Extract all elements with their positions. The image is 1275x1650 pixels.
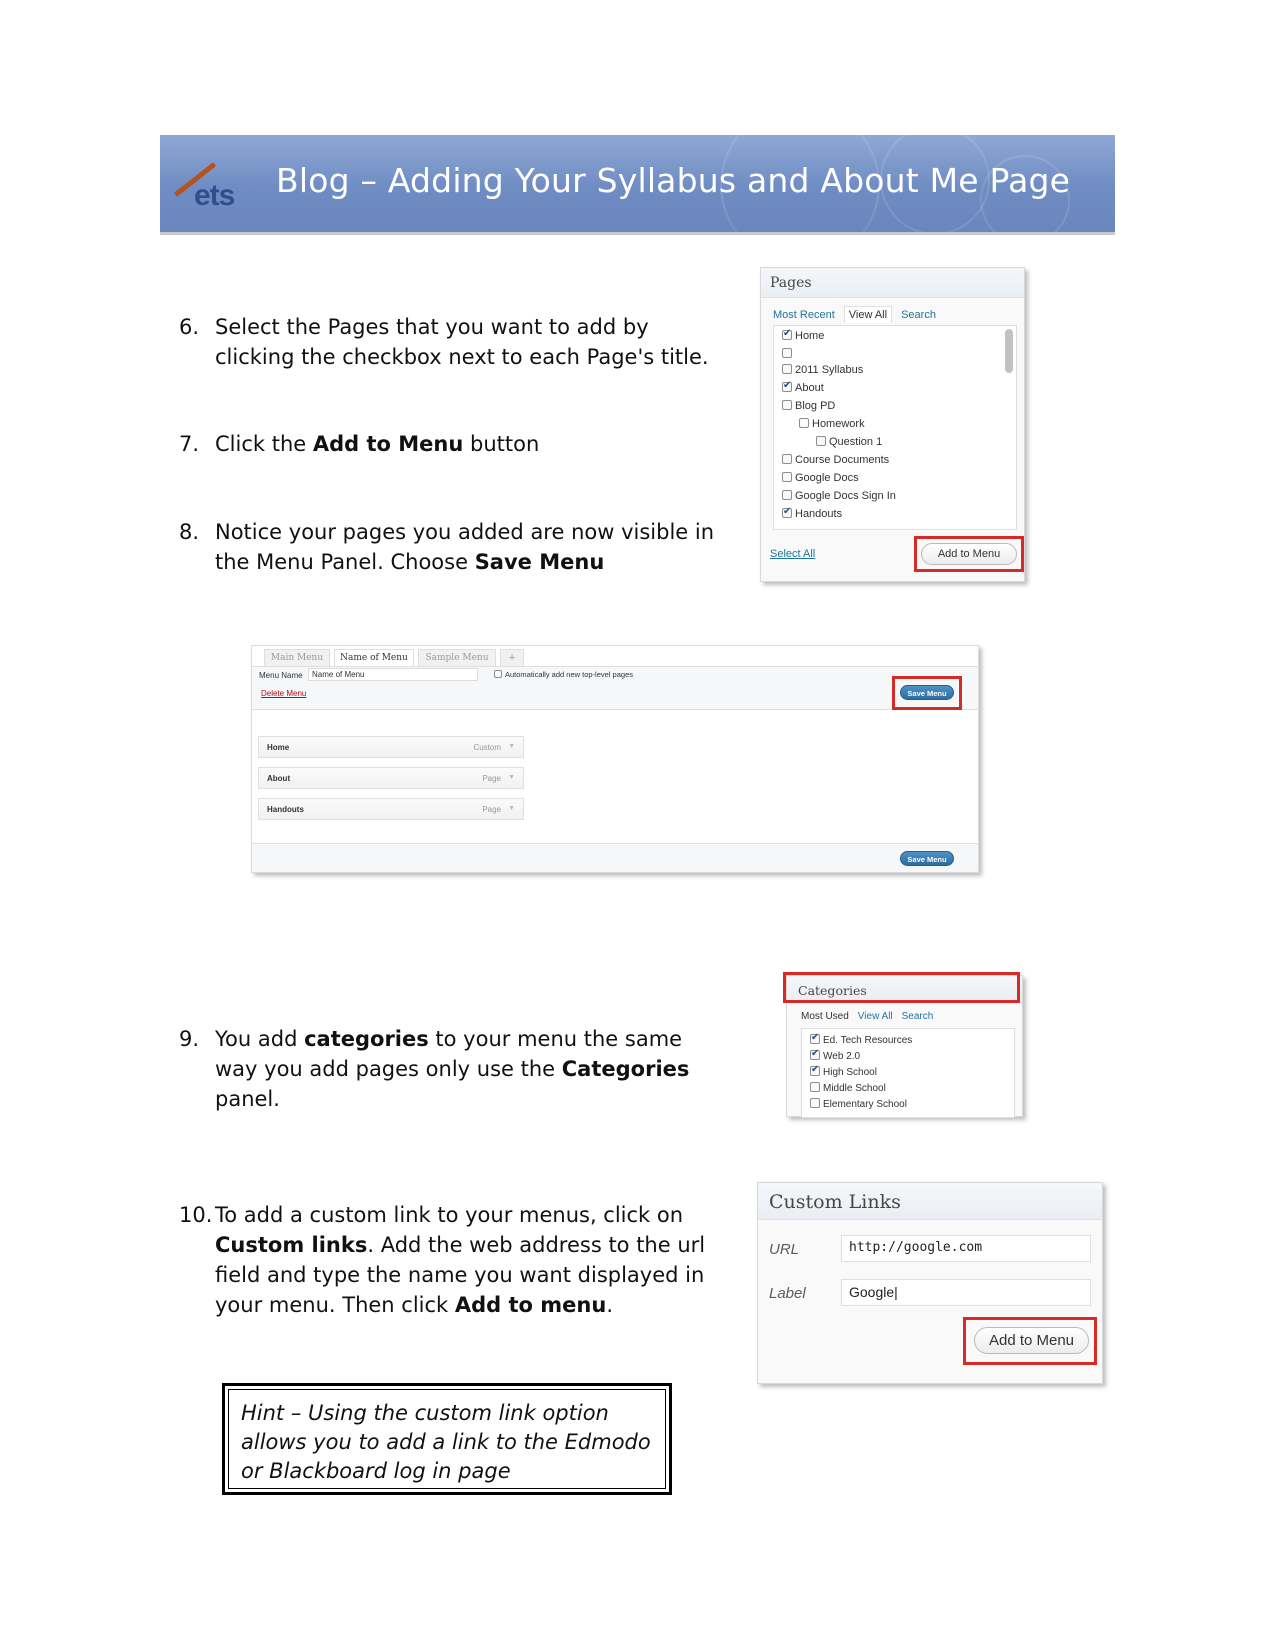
list-item[interactable] (782, 400, 835, 416)
step-text-part: to your menu the same way you add pages only use the (215, 1027, 683, 1081)
tab-most-recent[interactable]: Most Recent (773, 309, 835, 321)
step-text (215, 1024, 715, 1114)
menu-item-name: About (267, 774, 291, 783)
checkbox[interactable] (810, 1082, 820, 1092)
list-item[interactable] (816, 436, 882, 452)
checkbox[interactable] (782, 508, 792, 518)
list-item[interactable] (810, 1066, 877, 1082)
select-all-link[interactable]: Select All (770, 548, 816, 560)
step-text-part: Click the (215, 432, 313, 456)
list-item-label: Blog PD (795, 400, 836, 412)
list-item-label: Home (795, 330, 825, 342)
add-menu-tab[interactable]: + (500, 649, 524, 666)
menu-item[interactable] (258, 736, 524, 758)
list-item-label: Course Documents (795, 454, 890, 466)
list-item[interactable] (799, 418, 865, 434)
categories-list[interactable] (801, 1028, 1015, 1118)
step-9 (179, 1024, 719, 1111)
checkbox[interactable] (782, 472, 792, 482)
add-to-menu-button[interactable]: Add to Menu (921, 543, 1017, 565)
logo-text: ets (194, 179, 235, 212)
list-item-label: Middle School (823, 1083, 886, 1094)
save-menu-button[interactable]: Save Menu (900, 851, 954, 866)
step-number: 9. (179, 1027, 200, 1051)
checkbox[interactable] (782, 348, 792, 358)
menu-name-label: Menu Name (259, 671, 303, 680)
checkbox[interactable] (782, 330, 792, 340)
step-text-part: . Add the web address to the url field and type the name you want displayed in your menu. Then click (215, 1233, 706, 1317)
step-number: 8. (179, 520, 200, 544)
menu-item-type: Page (482, 805, 501, 814)
step-text-bold: Add to Menu (312, 432, 464, 456)
tab-search[interactable]: Search (901, 1011, 934, 1022)
list-item-label: Ed. Tech Resources (823, 1035, 913, 1046)
label-input[interactable]: Google| (841, 1279, 1091, 1306)
tab-view-all[interactable]: View All (844, 306, 892, 323)
page-title: Blog – Adding Your Syllabus and About Me Page (276, 161, 1071, 200)
list-item[interactable] (782, 490, 896, 506)
scrollbar[interactable] (1005, 329, 1013, 373)
step-6 (179, 312, 719, 374)
menu-item-type: Custom (473, 743, 501, 752)
menu-item[interactable] (258, 798, 524, 820)
step-text-part: To add a custom link to your menus, click on (215, 1203, 684, 1227)
pages-panel-title: Pages (761, 268, 1024, 298)
list-item[interactable] (782, 330, 824, 346)
url-label: URL (769, 1241, 800, 1258)
ets-logo (168, 165, 248, 225)
menu-panel (251, 645, 979, 873)
custom-links-panel (757, 1182, 1103, 1384)
checkbox[interactable] (810, 1050, 820, 1060)
checkbox[interactable] (810, 1098, 820, 1108)
checkbox[interactable] (782, 454, 792, 464)
chevron-down-icon[interactable]: ▼ (508, 805, 515, 812)
menu-item-name: Handouts (267, 805, 304, 814)
list-item-label: Elementary School (823, 1099, 907, 1110)
step-number: 6. (179, 315, 200, 339)
checkbox[interactable] (782, 364, 792, 374)
checkbox[interactable] (782, 400, 792, 410)
label-label: Label (769, 1285, 806, 1302)
categories-panel-title: Categories (787, 976, 1022, 1003)
step-7 (179, 429, 719, 461)
auto-add-label: Automatically add new top-level pages (505, 670, 633, 679)
tab-most-used[interactable]: Most Used (801, 1011, 849, 1022)
header-banner (160, 135, 1115, 235)
hint-box (222, 1383, 672, 1495)
highlight-box (914, 536, 1024, 572)
list-item[interactable] (810, 1034, 912, 1050)
list-item[interactable] (782, 454, 889, 470)
menu-editor (252, 666, 978, 872)
categories-tabs (801, 1011, 942, 1022)
step-text (215, 429, 715, 459)
custom-links-title: Custom Links (758, 1183, 1102, 1220)
list-item[interactable] (782, 364, 863, 380)
checkbox[interactable] (816, 436, 826, 446)
pages-tabs (773, 306, 945, 323)
step-text-bold: Categories (561, 1057, 690, 1081)
step-text-bold: Add to menu (454, 1293, 607, 1317)
step-text-part: button (463, 432, 540, 456)
list-item[interactable] (810, 1082, 886, 1098)
step-text-part: Notice your pages you added are now visible in the Menu Panel. Choose (215, 520, 715, 574)
list-item-label: Question 1 (829, 436, 883, 448)
menu-footer (252, 843, 978, 872)
list-item[interactable] (782, 382, 824, 398)
step-text-part: panel. (215, 1087, 280, 1111)
menu-item-name: Home (267, 743, 290, 752)
pages-panel (760, 267, 1025, 582)
list-item-label: Handouts (795, 508, 843, 520)
tab-search[interactable]: Search (901, 309, 936, 321)
list-item[interactable] (782, 472, 859, 488)
highlight-box (783, 972, 1020, 1003)
list-item-label: Google Docs Sign In (795, 490, 896, 502)
menu-item[interactable] (258, 767, 524, 789)
checkbox[interactable] (810, 1066, 820, 1076)
list-item-label: Web 2.0 (823, 1051, 861, 1062)
tab-main-menu[interactable]: Main Menu (264, 649, 330, 666)
menu-header (252, 667, 978, 710)
chevron-down-icon[interactable]: ▼ (508, 774, 515, 781)
list-item-label: Google Docs (795, 472, 859, 484)
url-input[interactable]: http://google.com (841, 1235, 1091, 1262)
step-number: 7. (179, 432, 200, 456)
menu-name-input[interactable]: Name of Menu (308, 668, 478, 681)
step-10 (179, 1200, 739, 1324)
save-menu-button[interactable]: Save Menu (900, 685, 954, 700)
step-8 (179, 517, 719, 579)
highlight-box (892, 676, 962, 710)
list-item[interactable] (782, 348, 795, 364)
step-text (215, 517, 715, 577)
list-item-label: About (795, 382, 824, 394)
checkbox[interactable] (782, 382, 792, 392)
step-text-bold: categories (304, 1027, 429, 1051)
hint-text: Hint – Using the custom link option allows you to add a link to the Edmodo or Blackboard log in page (228, 1389, 666, 1489)
list-item-label: Homework (812, 418, 865, 430)
delete-menu-link[interactable]: Delete Menu (261, 689, 307, 698)
step-text (215, 1200, 715, 1320)
list-item-label: High School (823, 1067, 877, 1078)
step-text-part: . (606, 1293, 614, 1317)
chevron-down-icon[interactable]: ▼ (508, 743, 515, 750)
list-item-label: 2011 Syllabus (795, 364, 864, 376)
step-text-part: You add (215, 1027, 305, 1051)
pages-list[interactable] (773, 325, 1017, 530)
checkbox[interactable] (782, 490, 792, 500)
tab-view-all[interactable]: View All (857, 1011, 893, 1022)
tab-name-of-menu[interactable]: Name of Menu (334, 649, 414, 666)
add-to-menu-button[interactable]: Add to Menu (974, 1327, 1089, 1354)
checkbox[interactable] (494, 670, 502, 678)
list-item[interactable] (782, 508, 842, 524)
tab-sample-menu[interactable]: Sample Menu (418, 649, 496, 666)
step-number: 10. (179, 1203, 213, 1227)
list-item[interactable] (810, 1098, 907, 1114)
categories-panel (786, 975, 1023, 1117)
checkbox[interactable] (799, 418, 809, 428)
step-text-bold: Save Menu (474, 550, 605, 574)
highlight-box (963, 1317, 1097, 1365)
auto-add-option[interactable] (494, 670, 633, 679)
step-text-bold: Custom links (215, 1233, 368, 1257)
checkbox[interactable] (810, 1034, 820, 1044)
menu-item-type: Page (482, 774, 501, 783)
step-text: Select the Pages that you want to add by clicking the checkbox next to each Page's title. (215, 315, 709, 369)
